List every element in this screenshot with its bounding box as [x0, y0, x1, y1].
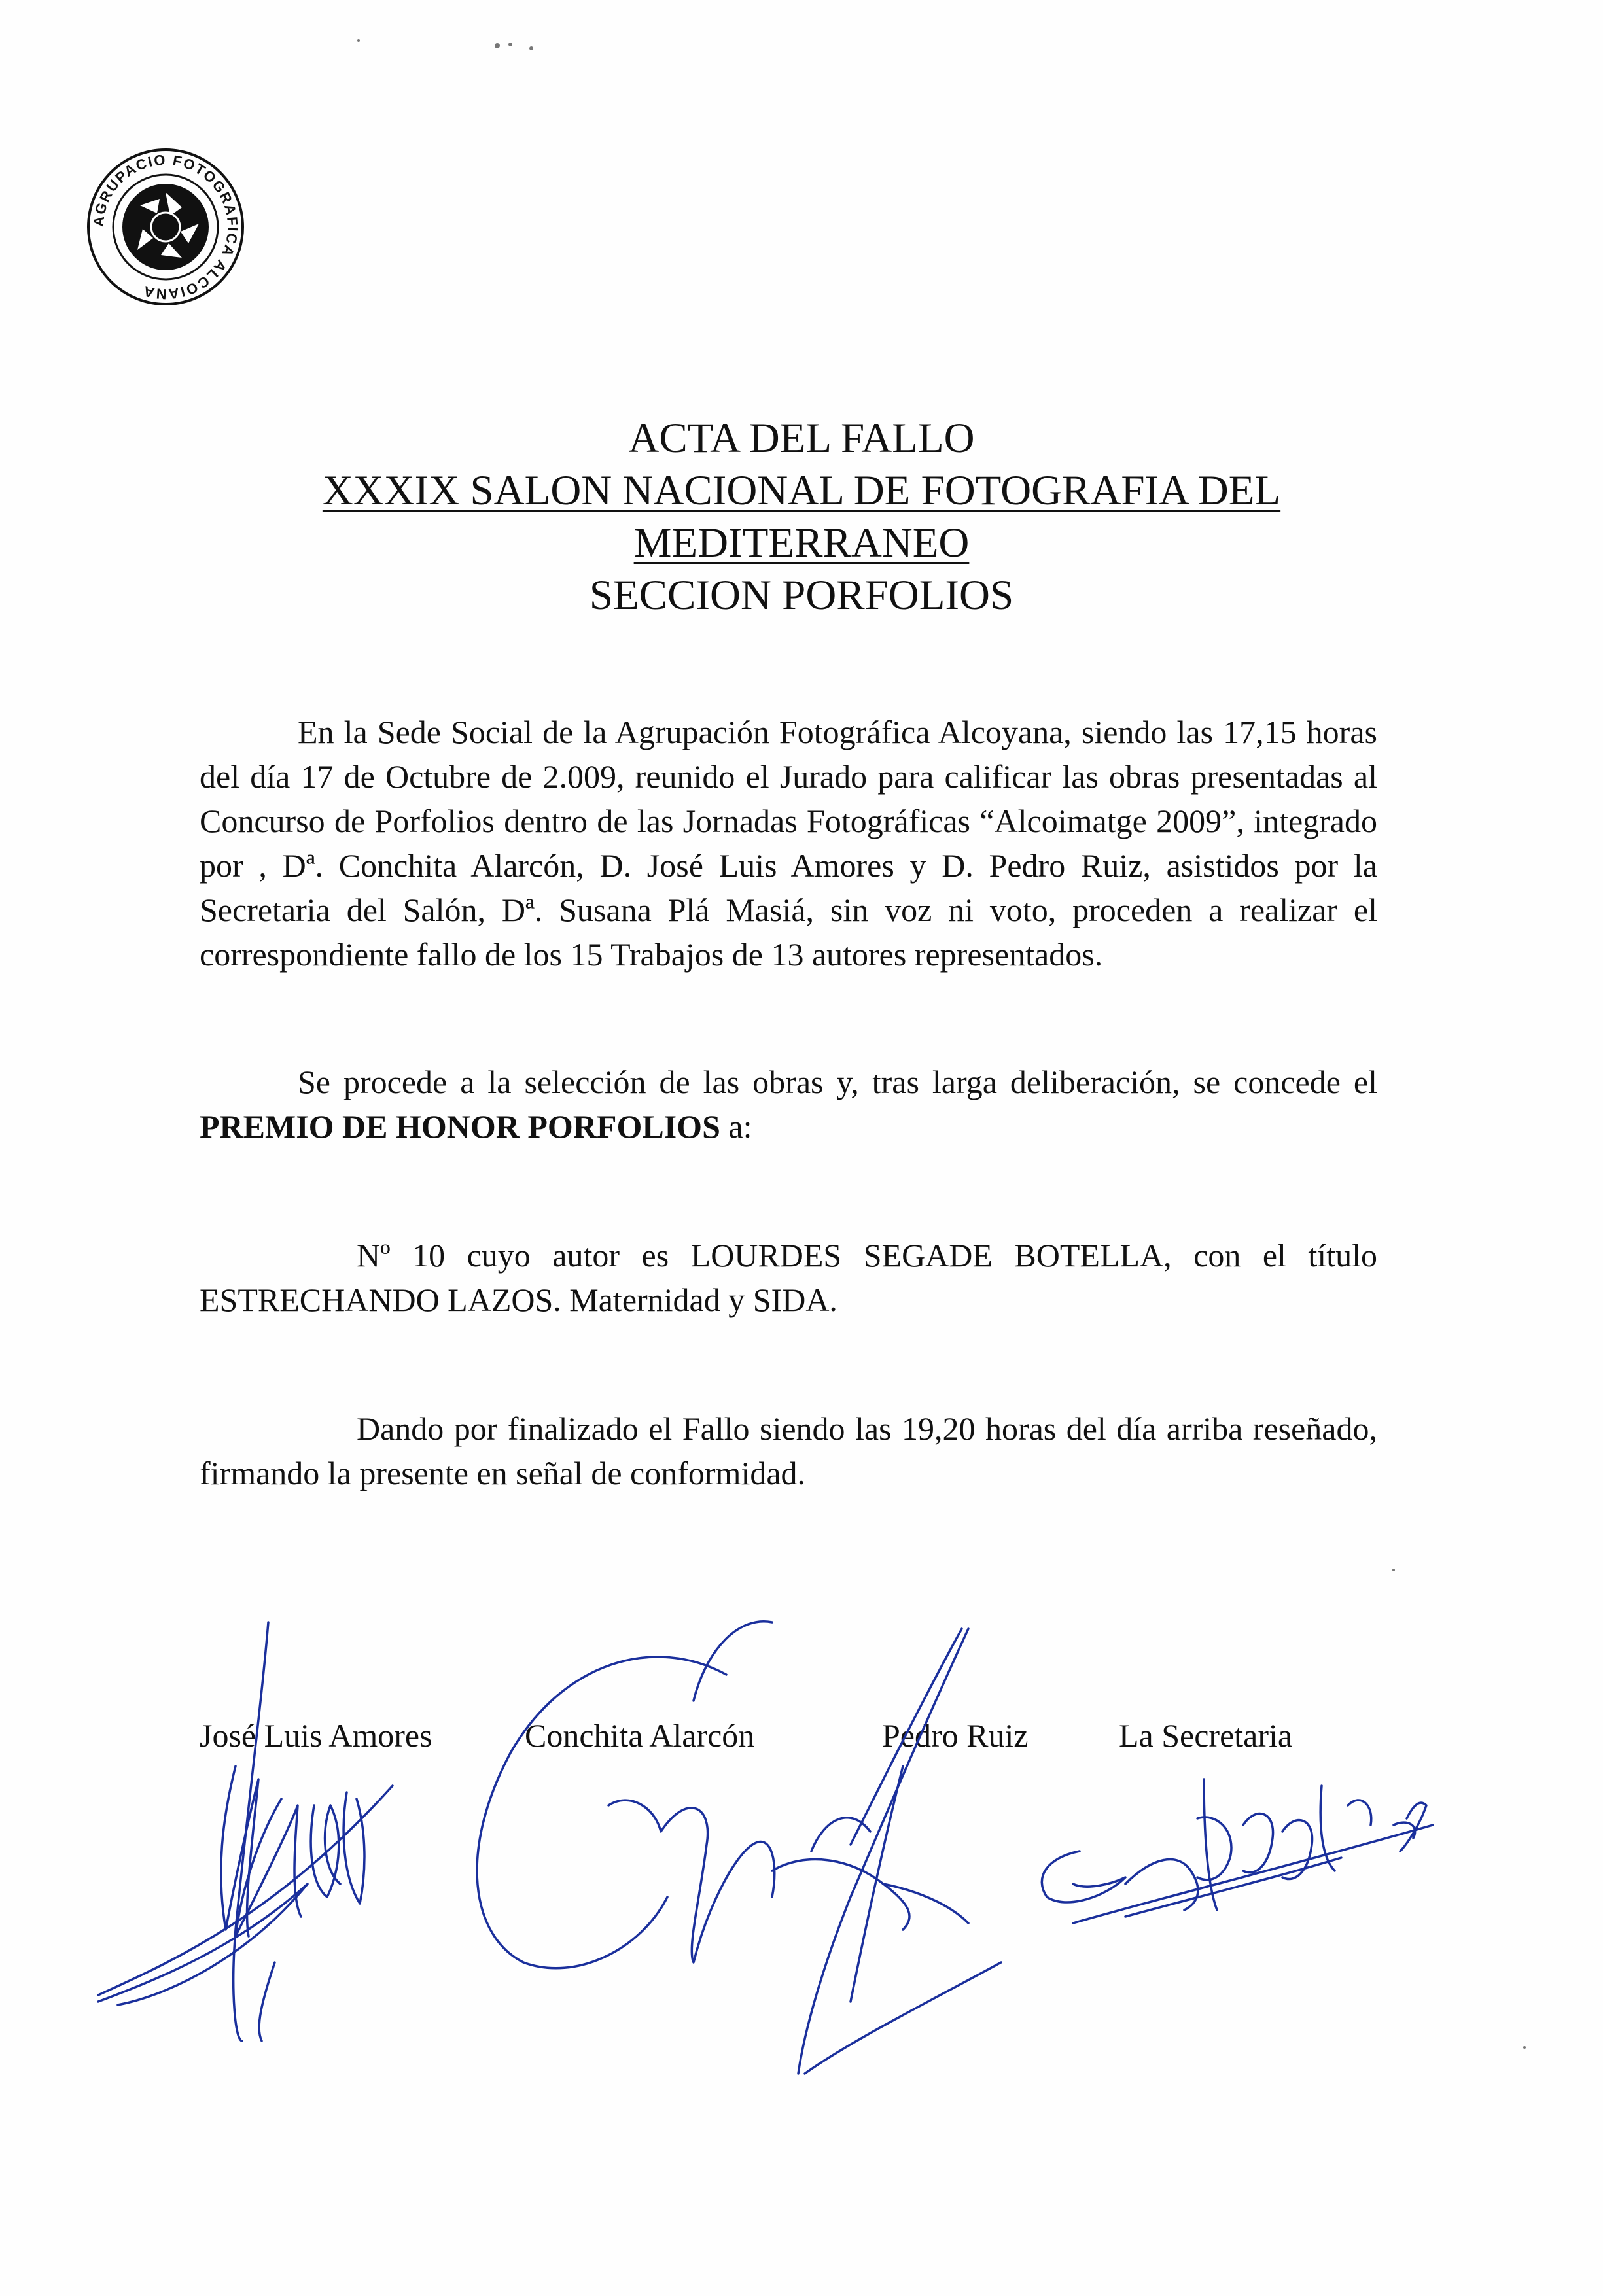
award-intro-text: Se procede a la selección de las obras y, tras larga deliberación, se concede el — [298, 1064, 1377, 1100]
paragraph-winner-text: Nº 10 cuyo autor es LOURDES SEGADE BOTELLA, con el título ESTRECHANDO LAZOS. Maternidad y SIDA. — [200, 1237, 1377, 1318]
award-name: PREMIO DE HONOR PORFOLIOS — [200, 1108, 720, 1145]
signer-name: Pedro Ruiz — [882, 1717, 1029, 1754]
paragraph-closing-text: Dando por finalizado el Fallo siendo las 19,20 horas del día arriba reseñado, firmando la presente en señal de conformidad. — [200, 1410, 1377, 1491]
seal-ring-text: AGRUPACIO FOTOGRAFICA ALCOIANA — [90, 151, 241, 303]
title-line-4: SECCION PORFOLIOS — [589, 572, 1014, 619]
paragraph-jury-text: En la Sede Social de la Agrupación Fotográfica Alcoyana, siendo las 17,15 horas del día 17 de Octubre de 2.009, reunido el Jurado para calificar las obras presentadas al Concurso de Porfolios dentro de las Jornadas Fotográficas “Alcoimatge 2009”, integrado por , Dª. Conchita Alarcón, D. José Luis Amores y D. Pedro Ruiz, asistidos por la Secretaria del Salón, Dª. Susana Plá Masiá, sin voz ni voto, proceden a realizar el correspondiente fallo de los 15 Trabajos de 13 autores representados. — [200, 714, 1377, 973]
signer-name: Conchita Alarcón — [525, 1717, 755, 1754]
signer-name: José Luis Amores — [200, 1717, 432, 1754]
title-line-1: ACTA DEL FALLO — [628, 415, 975, 462]
title-line-3: MEDITERRANEO — [633, 519, 970, 566]
title-line-2: XXXIX SALON NACIONAL DE FOTOGRAFIA DEL — [322, 467, 1281, 514]
award-outro-text: a: — [720, 1108, 752, 1145]
signer-name: La Secretaria — [1119, 1717, 1293, 1754]
